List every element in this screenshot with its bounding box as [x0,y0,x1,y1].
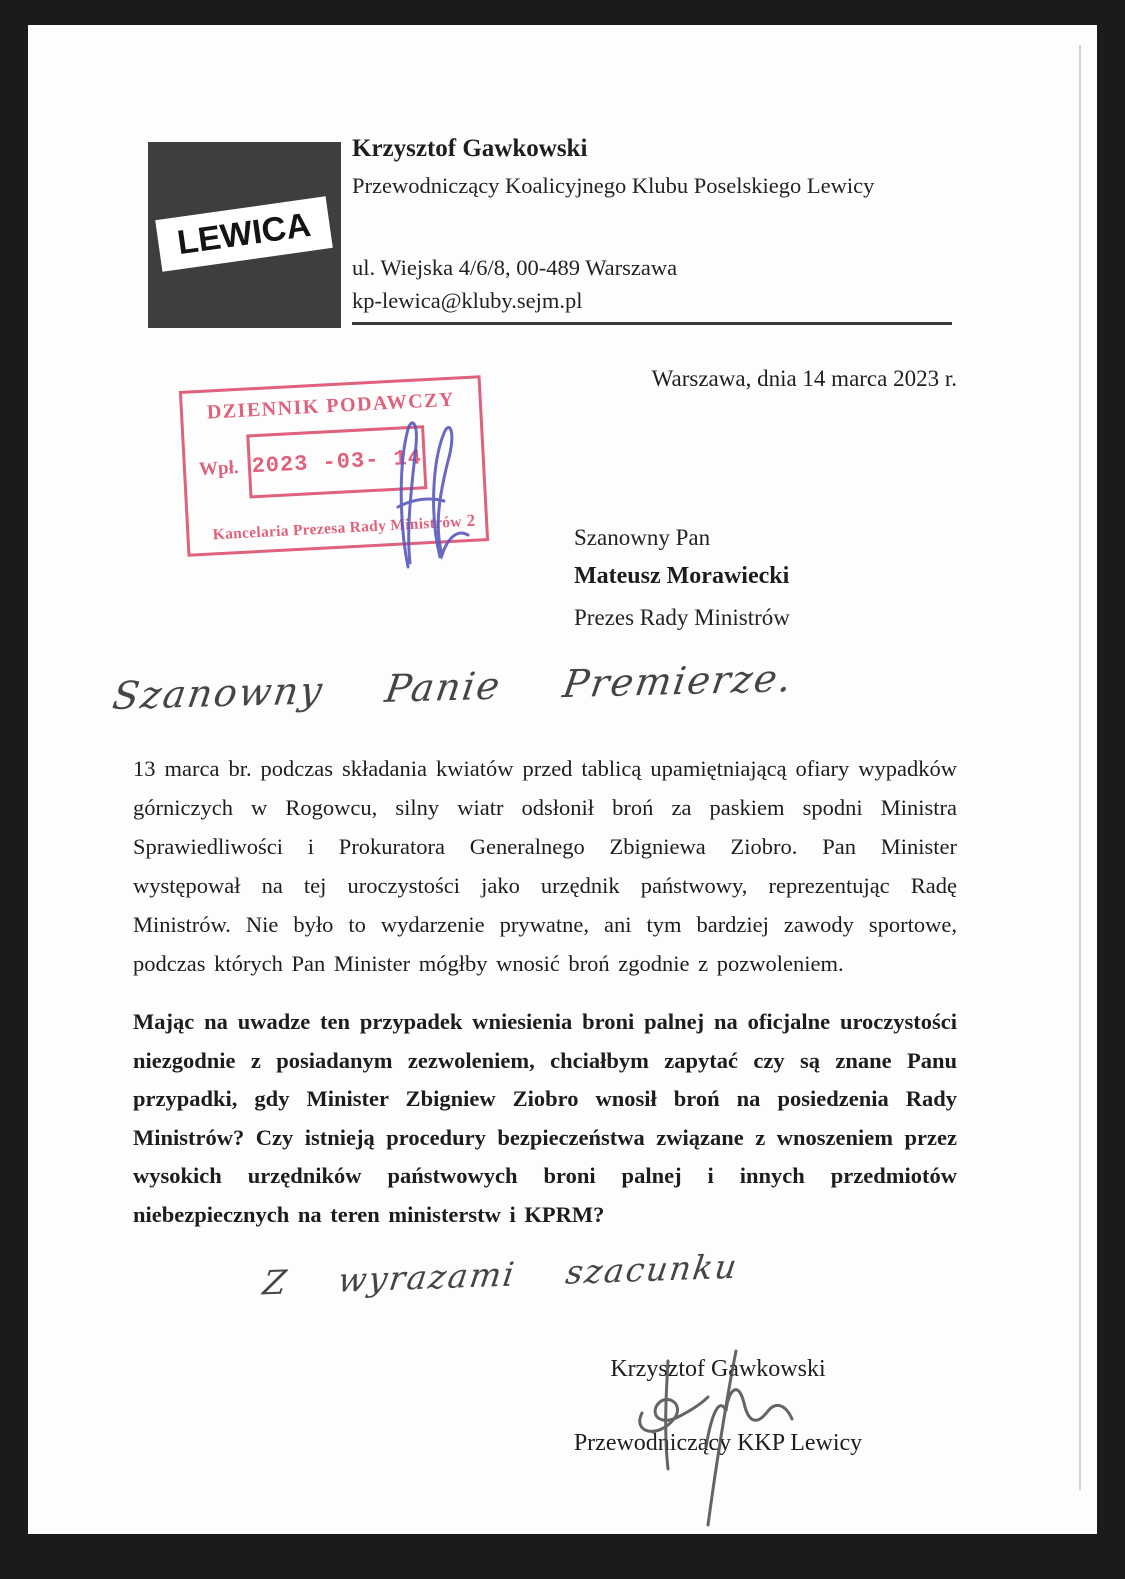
sender-email: kp-lewica@kluby.sejm.pl [352,288,583,313]
stamp-date: 2023 -03- 14 [251,444,423,479]
recipient-name: Mateusz Morawiecki [574,563,790,589]
recipient-salutation: Szanowny Pan [574,525,711,550]
letter-page [28,25,1097,1534]
stamp-title: DZIENNIK PODAWCZY [206,388,456,424]
stamp-number: 2 [466,510,476,531]
signature-title: Przewodniczący KKP Lewicy [573,1430,863,1456]
lewica-logo-band [155,196,333,271]
lewica-logo-text: LEWICA [174,205,313,262]
signature-ink-icon [616,1347,826,1532]
date-line: Warszawa, dnia 14 marca 2023 r. [651,366,957,391]
letterhead-divider [352,322,952,325]
recipient-title: Prezes Rady Ministrów [574,605,790,630]
signature-name: Krzysztof Gawkowski [610,1356,826,1382]
scan-artifact-line [1079,45,1081,1490]
sender-address: ul. Wiejska 4/6/8, 00-489 Warszawa [352,255,678,280]
stamp-field-label: Wpł. [198,457,240,481]
sender-name: Krzysztof Gawkowski [352,135,588,162]
lewica-logo [148,142,341,328]
handwritten-closing: Z wyrazami szacunku [260,1246,742,1303]
handwritten-salutation: Szanowny Panie Premierze. [109,656,797,718]
body-paragraph-2: Mając na uwadze ten przypadek wniesienia broni palnej na oficjalne uroczystości niezgodnie z posiadanym zezwoleniem, chciałbym zapytać czy są znane Panu przypadki, gdy Minister Zbigniew Ziobro wnosił broń na posiedzenia Rady Ministrów? Czy istnieją procedury bezpieczeństwa związane z wnoszeniem przez wysokich urzędników państwowych broni palnej i innych przedmiotów niebezpiecznych na teren ministerstw i KPRM? [133,1009,957,1227]
pen-initials-icon [378,407,478,577]
sender-role: Przewodniczący Koalicyjnego Klubu Poselskiego Lewicy [352,173,875,198]
body-paragraph-1: 13 marca br. podczas składania kwiatów przed tablicą upamiętniającą ofiary wypadków górniczych w Rogowcu, silny wiatr odsłonił broń za paskiem spodni Ministra Sprawiedliwości i Prokuratora Generalnego Zbigniewa Ziobro. Pan Minister występował na tej uroczystości jako urzędnik państwowy, reprezentując Radę Ministrów. Nie było to wydarzenie prywatne, ani tym bardziej zawody sportowe, podczas których Pan Minister mógłby wnosić broń zgodnie z pozwoleniem. [133,756,957,976]
stamp-office: Kancelaria Prezesa Rady Ministrów [212,513,463,544]
